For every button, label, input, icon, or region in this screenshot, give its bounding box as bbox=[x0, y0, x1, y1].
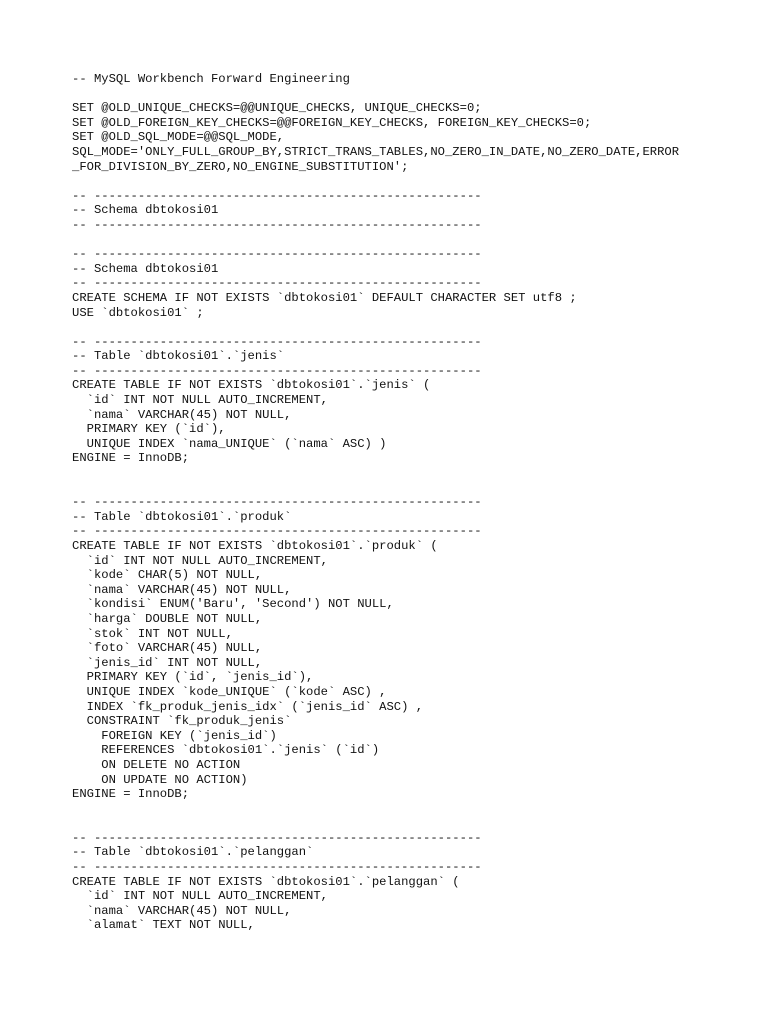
code-line bbox=[72, 320, 679, 335]
sql-code-block bbox=[72, 72, 679, 933]
code-line: FOREIGN KEY (`jenis_id`) bbox=[72, 728, 277, 743]
code-line: `kondisi` ENUM('Baru', 'Second') NOT NULL, bbox=[72, 597, 394, 612]
code-line: -- ----------------------------------------------------- bbox=[72, 188, 482, 203]
code-line: PRIMARY KEY (`id`, `jenis_id`), bbox=[72, 670, 314, 685]
code-line: -- Table `dbtokosi01`.`jenis` bbox=[72, 349, 285, 364]
code-line: -- MySQL Workbench Forward Engineering bbox=[72, 72, 350, 86]
code-line bbox=[72, 481, 679, 496]
code-line: PRIMARY KEY (`id`), bbox=[72, 422, 226, 437]
code-line bbox=[72, 233, 679, 248]
code-line: CREATE TABLE IF NOT EXISTS `dbtokosi01`.`produk` ( bbox=[72, 539, 438, 553]
code-line: SET @OLD_UNIQUE_CHECKS=@@UNIQUE_CHECKS, UNIQUE_CHECKS=0; bbox=[72, 101, 482, 116]
code-line bbox=[72, 87, 679, 102]
code-line: `kode` CHAR(5) NOT NULL, bbox=[72, 568, 263, 583]
code-line: `harga` DOUBLE NOT NULL, bbox=[72, 611, 263, 626]
code-line: ENGINE = InnoDB; bbox=[72, 451, 190, 466]
code-line: `id` INT NOT NULL AUTO_INCREMENT, bbox=[72, 889, 328, 904]
code-line: `nama` VARCHAR(45) NOT NULL, bbox=[72, 903, 292, 918]
code-line: SET @OLD_FOREIGN_KEY_CHECKS=@@FOREIGN_KEY_CHECKS, FOREIGN_KEY_CHECKS=0; bbox=[72, 115, 592, 130]
code-line: `nama` VARCHAR(45) NOT NULL, bbox=[72, 407, 292, 422]
code-line: USE `dbtokosi01` ; bbox=[72, 305, 204, 320]
code-line: -- ----------------------------------------------------- bbox=[72, 334, 482, 349]
code-line: CREATE TABLE IF NOT EXISTS `dbtokosi01`.`pelanggan` ( bbox=[72, 874, 460, 889]
code-line: -- ----------------------------------------------------- bbox=[72, 524, 482, 539]
code-line: CREATE SCHEMA IF NOT EXISTS `dbtokosi01` DEFAULT CHARACTER SET utf8 ; bbox=[72, 290, 577, 305]
code-line: CREATE TABLE IF NOT EXISTS `dbtokosi01`.`jenis` ( bbox=[72, 378, 431, 393]
code-line: -- Schema dbtokosi01 bbox=[72, 203, 219, 218]
code-line: -- Table `dbtokosi01`.`produk` bbox=[72, 509, 292, 524]
code-line: `alamat` TEXT NOT NULL, bbox=[72, 918, 255, 933]
code-line bbox=[72, 802, 679, 817]
code-line: `id` INT NOT NULL AUTO_INCREMENT, bbox=[72, 393, 328, 408]
code-line: UNIQUE INDEX `nama_UNIQUE` (`nama` ASC) ) bbox=[72, 436, 387, 451]
code-line: CONSTRAINT `fk_produk_jenis` bbox=[72, 714, 292, 729]
code-line: `stok` INT NOT NULL, bbox=[72, 626, 233, 641]
code-line: SQL_MODE='ONLY_FULL_GROUP_BY,STRICT_TRANS_TABLES,NO_ZERO_IN_DATE,NO_ZERO_DATE,ERROR bbox=[72, 144, 680, 159]
code-line bbox=[72, 174, 679, 189]
code-line: -- ----------------------------------------------------- bbox=[72, 495, 482, 510]
code-line bbox=[72, 466, 679, 481]
code-line: REFERENCES `dbtokosi01`.`jenis` (`id`) bbox=[72, 743, 380, 758]
code-line: -- ----------------------------------------------------- bbox=[72, 860, 482, 875]
code-line bbox=[72, 816, 679, 831]
code-line: -- ----------------------------------------------------- bbox=[72, 276, 482, 291]
code-line: ENGINE = InnoDB; bbox=[72, 787, 190, 802]
code-line: ON UPDATE NO ACTION) bbox=[72, 772, 248, 787]
code-line: `foto` VARCHAR(45) NULL, bbox=[72, 641, 263, 656]
code-line: `id` INT NOT NULL AUTO_INCREMENT, bbox=[72, 553, 328, 568]
code-line: -- ----------------------------------------------------- bbox=[72, 363, 482, 378]
code-line: `jenis_id` INT NOT NULL, bbox=[72, 655, 263, 670]
code-line: -- ----------------------------------------------------- bbox=[72, 247, 482, 262]
code-line: INDEX `fk_produk_jenis_idx` (`jenis_id` ASC) , bbox=[72, 699, 424, 714]
code-line: -- ----------------------------------------------------- bbox=[72, 830, 482, 845]
code-line: UNIQUE INDEX `kode_UNIQUE` (`kode` ASC) , bbox=[72, 684, 387, 699]
code-line: -- ----------------------------------------------------- bbox=[72, 217, 482, 232]
code-line: -- Schema dbtokosi01 bbox=[72, 261, 219, 276]
code-line: _FOR_DIVISION_BY_ZERO,NO_ENGINE_SUBSTITUTION'; bbox=[72, 159, 409, 174]
code-line: `nama` VARCHAR(45) NOT NULL, bbox=[72, 582, 292, 597]
code-line: -- Table `dbtokosi01`.`pelanggan` bbox=[72, 845, 314, 860]
code-line: ON DELETE NO ACTION bbox=[72, 757, 241, 772]
code-line: SET @OLD_SQL_MODE=@@SQL_MODE, bbox=[72, 130, 285, 145]
